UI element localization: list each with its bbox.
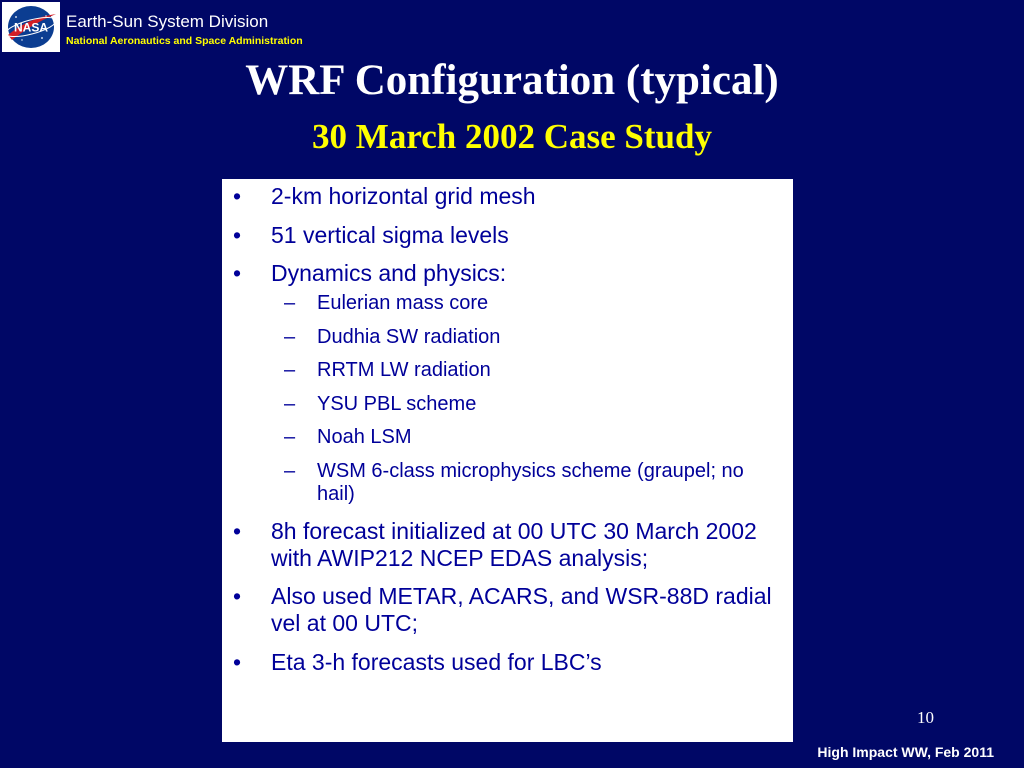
slide-subtitle: 30 March 2002 Case Study: [312, 117, 712, 156]
list-item-text: Dynamics and physics:: [271, 260, 507, 286]
dash-marker: –: [284, 426, 296, 448]
logo-text: NASA: [13, 20, 49, 35]
list-item: [222, 518, 793, 572]
sub-list-item: [222, 426, 793, 449]
bullet-marker: •: [233, 583, 242, 609]
dash-marker: –: [284, 459, 296, 482]
footer-text: High Impact WW, Feb 2011: [817, 744, 994, 760]
list-item: [222, 649, 793, 676]
list-item: [222, 183, 793, 210]
bullet-marker: •: [233, 517, 242, 544]
bullet-marker: •: [233, 221, 242, 248]
nasa-logo: [2, 2, 60, 52]
list-item: [222, 222, 793, 249]
sub-list-item-text: Eulerian mass core: [317, 292, 489, 314]
page-number: 10: [917, 708, 934, 727]
list-item-text: Eta 3-h forecasts used for LBC’s: [271, 648, 602, 675]
bullet-marker: •: [233, 183, 242, 209]
sub-list-item-text: Dudhia SW radiation: [317, 325, 501, 348]
list-item: [222, 260, 793, 287]
dash-marker: –: [284, 292, 296, 314]
list-item-text: 2-km horizontal grid mesh: [271, 183, 536, 209]
list-item-text: 51 vertical sigma levels: [271, 221, 509, 248]
sub-list-item: [222, 326, 793, 349]
bullet-list: [222, 183, 793, 687]
bullet-marker: •: [233, 260, 242, 286]
org-name: Earth-Sun System Division: [66, 12, 269, 31]
sub-list-item: [222, 393, 793, 416]
dash-marker: –: [284, 392, 296, 415]
list-item-text: 8h forecast initialized at 00 UTC 30 March 2002 with AWIP212 NCEP EDAS analysis;: [271, 517, 757, 571]
list-item-text: Also used METAR, ACARS, and WSR-88D radial vel at 00 UTC;: [271, 583, 772, 636]
sub-list-item: [222, 460, 793, 506]
sub-list-item: [222, 359, 793, 382]
sub-list-item: [222, 292, 793, 315]
sub-list-item-text: YSU PBL scheme: [317, 392, 477, 415]
sub-list-item-text: Noah LSM: [317, 426, 412, 448]
dash-marker: –: [284, 325, 296, 348]
list-item: [222, 583, 793, 637]
org-subtitle: National Aeronautics and Space Administration: [66, 35, 303, 47]
dash-marker: –: [284, 359, 296, 381]
sub-list-item-text: WSM 6-class microphysics scheme (graupel; no hail): [317, 459, 744, 505]
content-box: [222, 179, 793, 742]
bullet-marker: •: [233, 648, 242, 675]
slide-title: WRF Configuration (typical): [245, 57, 779, 104]
sub-list-item-text: RRTM LW radiation: [317, 359, 491, 381]
